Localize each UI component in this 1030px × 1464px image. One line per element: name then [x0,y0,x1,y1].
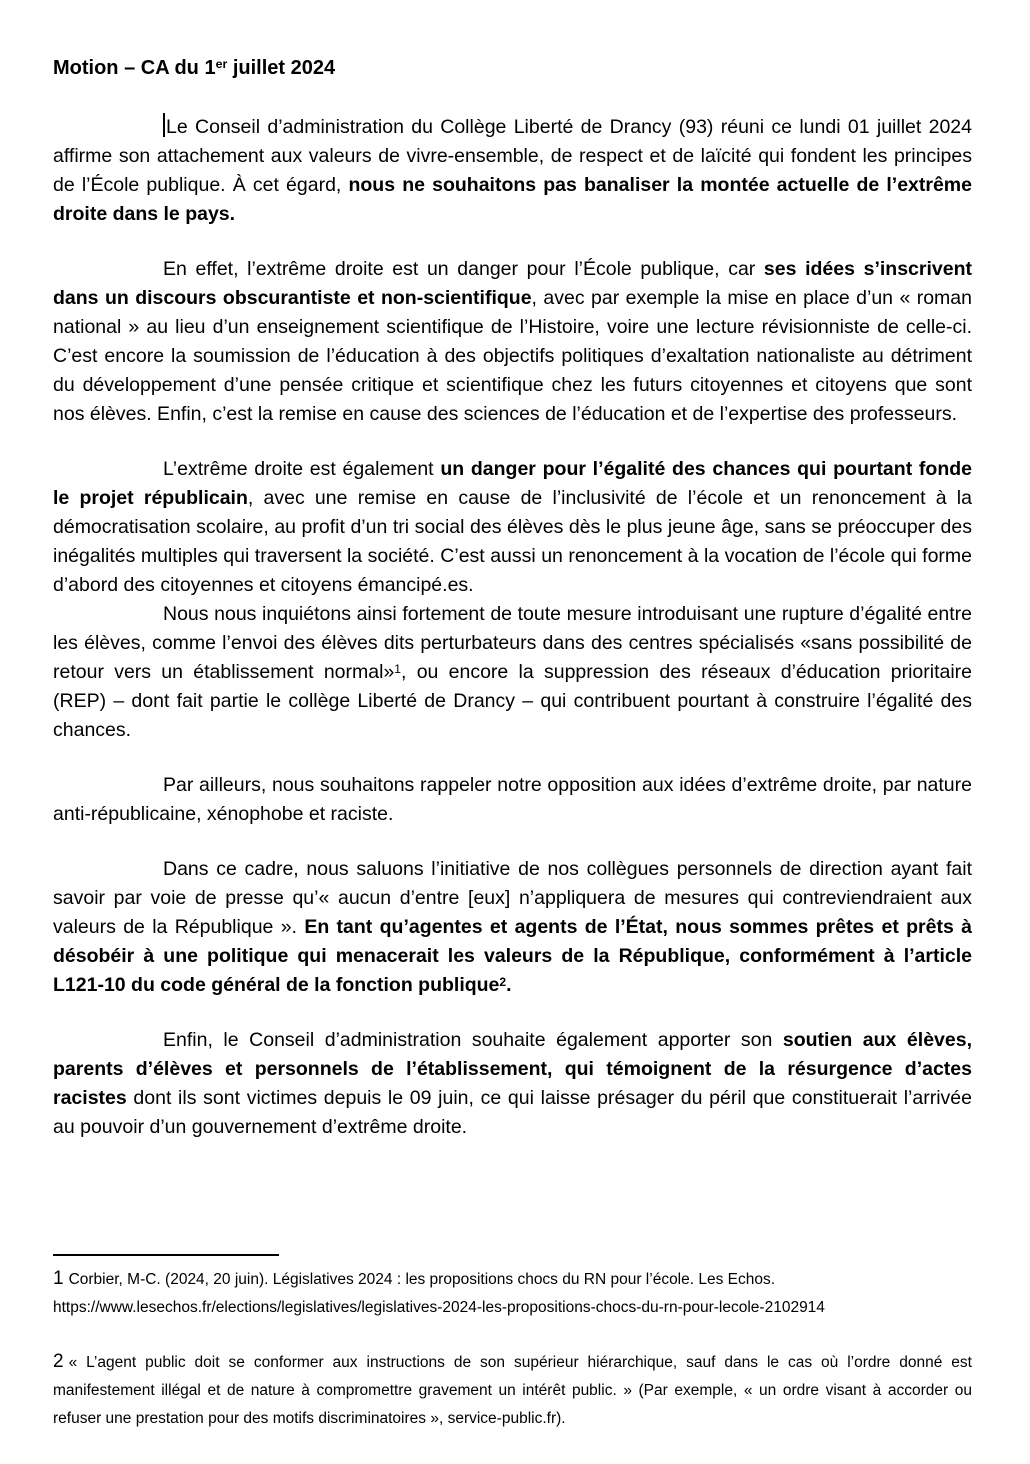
text-run: , ou encore la suppression des réseaux d’éducation prioritaire (REP) – dont fait partie le collège Liberté de Drancy – qui contribuent pourtant à construire l’égalité des chances. [53,661,973,741]
footnote-2-text: « L’agent public doit se conformer aux instructions de son supérieur hiérarchique, sauf dans le cas où l’ordre donné est manifestement illégal et de nature à compromettre gravement un intérêt public. » (Par exemple, « un ordre visant à accorder ou refuser une prestation pour des motifs discriminatoires », service-public.fr). [53,1354,972,1427]
text-run-bold: un danger pour l’égalité des chances qui pourtant fonde le projet républicain [53,458,972,509]
text-run: , avec une remise en cause de l’inclusivité de l’école et un renoncement à la démocratisation scolaire, au profit d’un tri social des élèves dès le plus jeune âge, sans se préoccuper des inégalités multiples qui traversent la société. C’est aussi un renoncement à la vocation de l’école qui forme d’abord des citoyennes et citoyens émancipé.es. [53,487,972,596]
text-run: Dans ce cadre, nous saluons l’initiative de nos collègues personnels de direction ayant fait savoir par voie de presse qu’« aucun d’entre [eux] n’appliquera de mesures qui contreviendraient aux valeurs de la République ». [53,858,972,938]
text-run: L’extrême droite est également [163,458,441,480]
text-run: Par ailleurs, nous souhaitons rappeler notre opposition aux idées d’extrême droite, par nature anti-républicaine, xénophobe et raciste. [53,774,972,825]
footnote-ref-1: 1 [394,661,402,676]
footnote-1-number: 1 [53,1268,64,1289]
paragraph-soutien[interactable] [53,1026,972,1142]
footnote-1-citation: Corbier, M-C. (2024, 20 juin). Législatives 2024 : les propositions chocs du RN pour l’école. Les Echos. [68,1271,776,1288]
footnotes-section [53,1254,972,1433]
paragraph-opposition[interactable] [53,771,972,829]
title-superscript: er [215,57,228,72]
text-run: dont ils sont victimes depuis le 09 juin, ce qui laisse présager du péril que constituerait l’arrivée au pouvoir d’un gouvernement d’extrême droite. [53,1087,972,1138]
title-text: Motion – CA du 1 [53,57,216,79]
paragraph-rupture-egalite[interactable] [53,600,972,745]
paragraph-desobeissance[interactable] [53,855,972,1000]
text-run: Enfin, le Conseil d’administration souhaite également apporter son [163,1029,783,1051]
footnote-ref-2: 2 [499,974,507,989]
text-run: Nous nous inquiétons ainsi fortement de toute mesure introduisant une rupture d’égalité entre les élèves, comme l’envoi des élèves dits perturbateurs dans des centres spécialisés «sans possibilité de retour vers un établissement normal» [53,603,972,683]
page-title [53,55,972,81]
text-run: En effet, l’extrême droite est un danger pour l’École publique, car [163,258,764,280]
paragraph-ecole-publique[interactable] [53,255,972,429]
text-run-bold: . [506,974,512,996]
title-text-tail: juillet 2024 [227,57,336,79]
footnote-1[interactable] [53,1265,972,1322]
text-run: Le Conseil d’administration du Collège Liberté de Drancy (93) réuni ce lundi 01 juillet 2024 affirme son attachement aux valeurs de vivre-ensemble, de respect et de laïcité qui fondent les principes de l’École publique. À cet égard, [53,116,972,196]
footnote-1-url: https://www.lesechos.fr/elections/legislatives/legislatives-2024-les-propositions-chocs-du-rn-pour-lecole-2102914 [53,1299,825,1316]
text-caret [163,113,165,137]
footnote-2[interactable] [53,1348,972,1433]
footnote-separator [53,1254,279,1256]
text-run-bold: ses idées s’inscrivent dans un discours obscurantiste et non-scientifique [53,258,972,309]
footnote-2-number: 2 [53,1351,64,1372]
text-run-bold: En tant qu’agentes et agents de l’État, nous sommes prêtes et prêts à désobéir à une politique qui menacerait les valeurs de la République, conformément à l’article L121-10 du code général de la fonction publique [53,916,973,996]
text-run-bold: soutien aux élèves, parents d’élèves et personnels de l’établissement, qui témoignent de la résurgence d’actes racistes [53,1029,972,1109]
text-run-bold: nous ne souhaitons pas banaliser la montée actuelle de l’extrême droite dans le pays. [53,174,972,225]
paragraph-intro[interactable] [53,113,972,229]
paragraph-egalite-chances[interactable] [53,455,972,600]
text-run: , avec par exemple la mise en place d’un « roman national » au lieu d’un enseignement scientifique de l’Histoire, voire une lecture révisionniste de celle-ci. C’est encore la soumission de l’éducation à des objectifs politiques d’exaltation nationaliste au détriment du développement d’une pensée critique et scientifique chez les futurs citoyennes et citoyens que sont nos élèves. Enfin, c’est la remise en cause des sciences de l’éducation et de l’expertise des professeurs. [53,287,972,425]
